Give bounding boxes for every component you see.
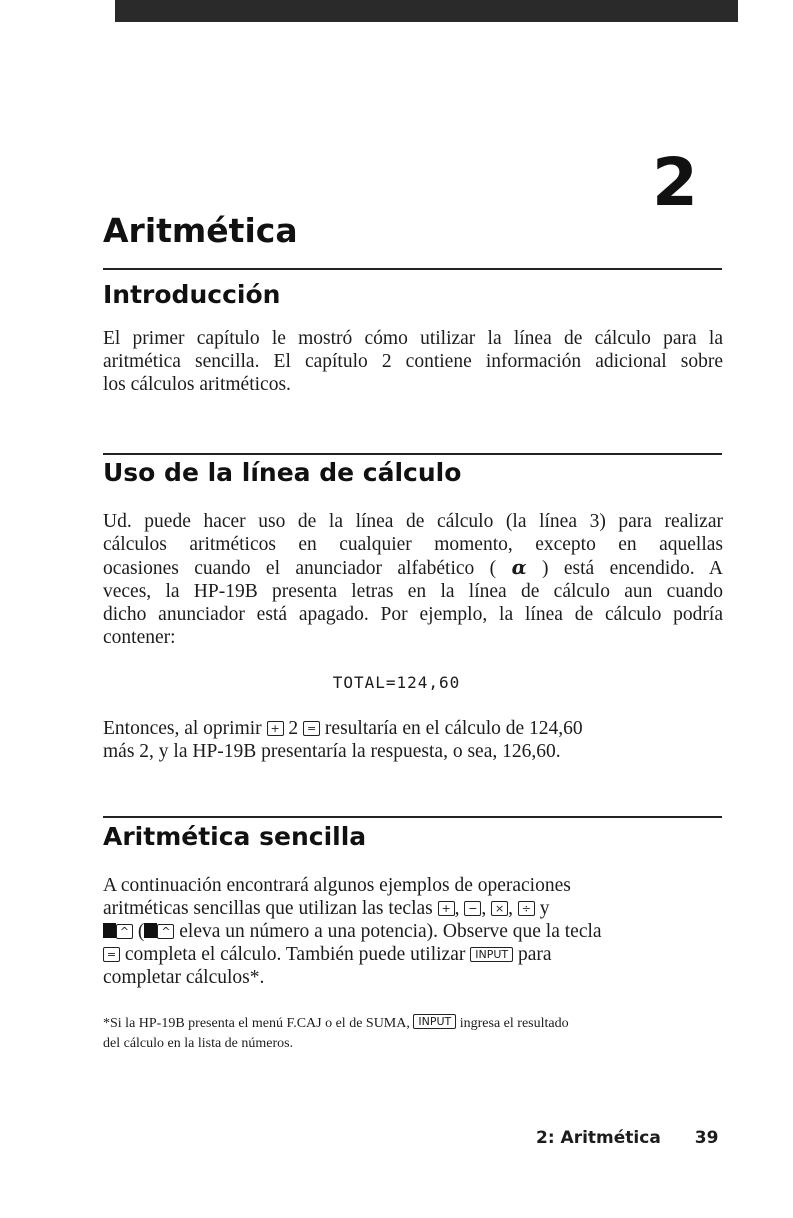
text-line: veces, la HP-19B presenta letras en la línea de cálculo aun cuando	[103, 581, 723, 602]
calculator-display-example: TOTAL=124,60	[332, 673, 461, 692]
section-divider	[103, 268, 722, 270]
power-key-icon: ^	[116, 924, 133, 939]
text-fragment: Entonces, al oprimir	[103, 718, 262, 739]
text-line: aritméticas sencillas que utilizan las teclas + , − , × , ÷ y	[103, 898, 550, 919]
text-line	[103, 556, 723, 580]
uso-paragraph-2	[103, 717, 723, 763]
chapter-title: Aritmética	[103, 211, 298, 250]
text-line: cálculos aritméticos en cualquier momento, excepto en aquellas	[103, 534, 723, 555]
alpha-annunciator-icon: α	[511, 556, 527, 579]
text-fragment: y	[539, 898, 550, 919]
heading-aritmetica-sencilla: Aritmética sencilla	[103, 822, 367, 851]
power-key-icon: ^	[157, 924, 174, 939]
equals-key-icon: =	[303, 721, 320, 736]
text-line: dicho anunciador está apagado. Por ejemplo, la línea de cálculo podría	[103, 604, 723, 625]
shift-key-icon	[103, 923, 116, 938]
heading-introduccion: Introducción	[103, 280, 281, 309]
text-fragment: ocasiones cuando el anunciador alfabético (	[103, 558, 497, 579]
text-line: los cálculos aritméticos.	[103, 374, 291, 395]
text-fragment: *Si la HP-19B presenta el menú F.CAJ o el de SUMA,	[103, 1016, 410, 1031]
plus-key-icon: +	[438, 901, 455, 916]
text-fragment: resultaría en el cálculo de 124,60	[324, 718, 583, 739]
text-line: más 2, y la HP-19B presentaría la respuesta, o sea, 126,60.	[103, 741, 561, 762]
times-key-icon: ×	[491, 901, 508, 916]
text-fragment: (	[137, 921, 145, 942]
text-fragment: ) está encendido. A	[542, 558, 724, 579]
text-line: A continuación encontrará algunos ejemplos de operaciones	[103, 875, 571, 896]
chapter-number: 2	[652, 144, 698, 221]
text-fragment: completa el cálculo. También puede utilizar	[124, 944, 466, 965]
text-line	[103, 920, 723, 943]
top-header-bar	[115, 0, 738, 22]
text-line: del cálculo en la lista de números.	[103, 1036, 294, 1051]
section-divider	[103, 453, 722, 455]
equals-key-icon: =	[103, 947, 120, 962]
text-fragment: 2	[288, 718, 299, 739]
footer-chapter-label: 2: Aritmética	[536, 1128, 661, 1148]
text-fragment: ingresa el resultado	[459, 1016, 569, 1031]
minus-key-icon: −	[464, 901, 481, 916]
plus-key-icon: +	[267, 721, 284, 736]
text-line: completar cálculos*.	[103, 967, 265, 988]
page-footer	[536, 1128, 718, 1148]
text-line	[103, 943, 723, 966]
section-divider	[103, 816, 722, 818]
divide-key-icon: ÷	[518, 901, 535, 916]
text-line: contener:	[103, 627, 176, 648]
shift-key-icon	[144, 923, 157, 938]
text-fragment: para	[518, 944, 552, 965]
input-key-icon: INPUT	[470, 947, 513, 962]
text-fragment: aritméticas sencillas que utilizan las teclas	[103, 898, 433, 919]
input-key-icon: INPUT	[413, 1014, 456, 1029]
page-number: 39	[694, 1128, 719, 1148]
heading-uso-linea: Uso de la línea de cálculo	[103, 458, 462, 487]
uso-paragraph	[103, 510, 723, 649]
footnote	[103, 1014, 723, 1054]
text-fragment: eleva un número a una potencia). Observe que la tecla	[179, 921, 602, 942]
text-line: El primer capítulo le mostró cómo utilizar la línea de cálculo para la	[103, 328, 723, 349]
text-line	[103, 717, 723, 740]
intro-paragraph	[103, 327, 723, 396]
text-line	[103, 1014, 723, 1034]
text-line: Ud. puede hacer uso de la línea de cálculo (la línea 3) para realizar	[103, 511, 723, 532]
text-line: aritmética sencilla. El capítulo 2 contiene información adicional sobre	[103, 351, 723, 372]
sencilla-paragraph	[103, 874, 723, 989]
